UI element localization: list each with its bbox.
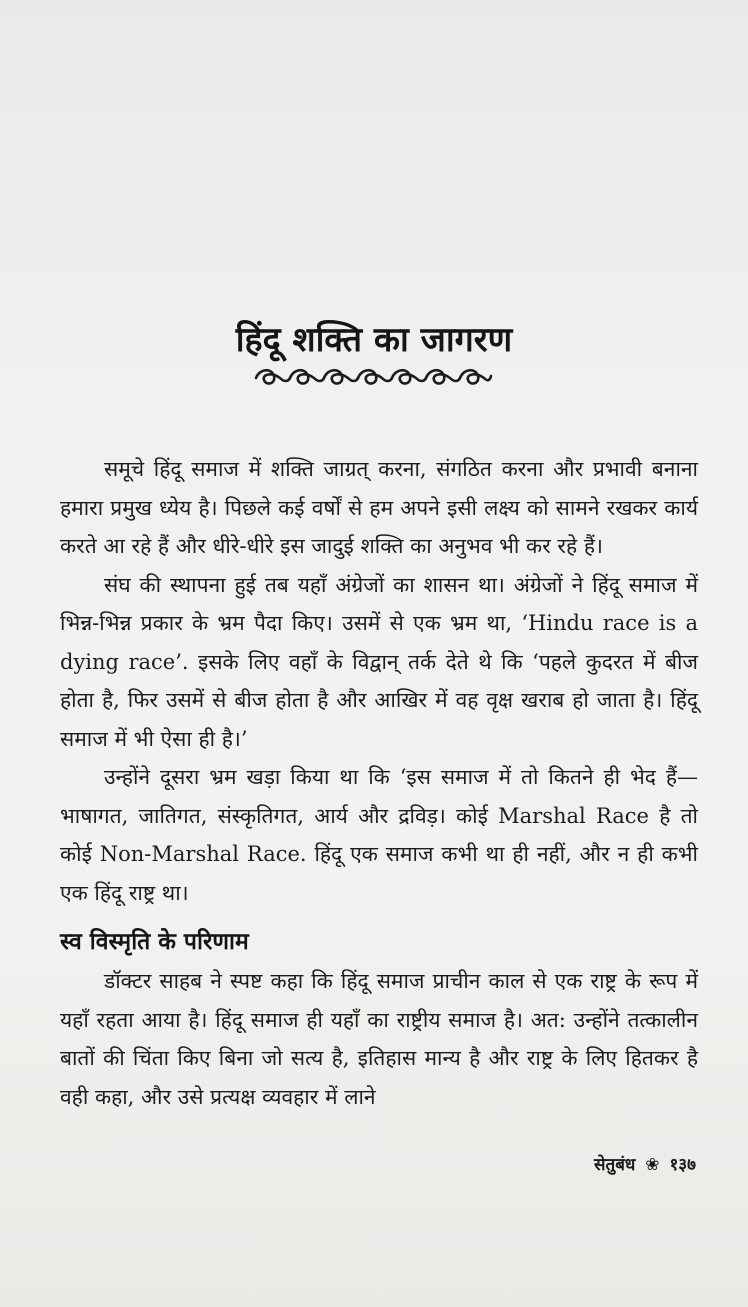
chapter-title: हिंदू शक्ति का जागरण <box>235 319 513 360</box>
paragraph: समूचे हिंदू समाज में शक्ति जाग्रत् करना, संगठित करना और प्रभावी बनाना हमारा प्रमुख ध्येय है। पिछले कई वर्षों से हम अपने इसी लक्ष्य को सामने रखकर कार्य करते आ रहे हैं और धीरे-धीरे इस जादुई शक्ति का अनुभव भी कर रहे हैं। <box>60 457 698 558</box>
ornament-divider <box>248 362 498 392</box>
body-text <box>60 450 698 1116</box>
book-title: सेतुबंध <box>594 1155 636 1175</box>
flower-separator-icon: ❀ <box>645 1155 660 1175</box>
page-footer <box>594 1152 696 1178</box>
page-number: १३७ <box>669 1155 696 1175</box>
paragraph: संघ की स्थापना हुई तब यहाँ अंग्रेजों का शासन था। अंग्रेजों ने हिंदू समाज में भिन्न-भिन्न प्रकार के भ्रम पैदा किए। उसमें से एक भ्रम था, ‘Hindu race is a dying race’. इसके लिए वहाँ के विद्वान् तर्क देते थे कि ‘पहले कुदरत में बीज होता है, फिर उसमें से बीज होता है और आखिर में वह वृक्ष खराब हो जाता है। हिंदू समाज में भी ऐसा ही है।’ <box>60 572 698 751</box>
paragraph: उन्होंने दूसरा भ्रम खड़ा किया था कि ‘इस समाज में तो कितने ही भेद हैं—भाषागत, जातिगत, संस्कृतिगत, आर्य और द्रविड़। कोई Marshal Race है तो कोई Non-Marshal Race. हिंदू एक समाज कभी था ही नहीं, और न ही कभी एक हिंदू राष्ट्र था। <box>60 765 698 905</box>
paragraph: डॉक्टर साहब ने स्पष्ट कहा कि हिंदू समाज प्राचीन काल से एक राष्ट्र के रूप में यहाँ रहता आया है। हिंदू समाज ही यहाँ का राष्ट्रीय समाज है। अत: उन्होंने तत्कालीन बातों की चिंता किए बिना जो सत्य है, इतिहास मान्य है और राष्ट्र के लिए हितकर है वही कहा, और उसे प्रत्यक्ष व्यवहार में लाने <box>60 969 698 1109</box>
section-heading: स्व विस्मृति के परिणाम <box>60 929 249 955</box>
